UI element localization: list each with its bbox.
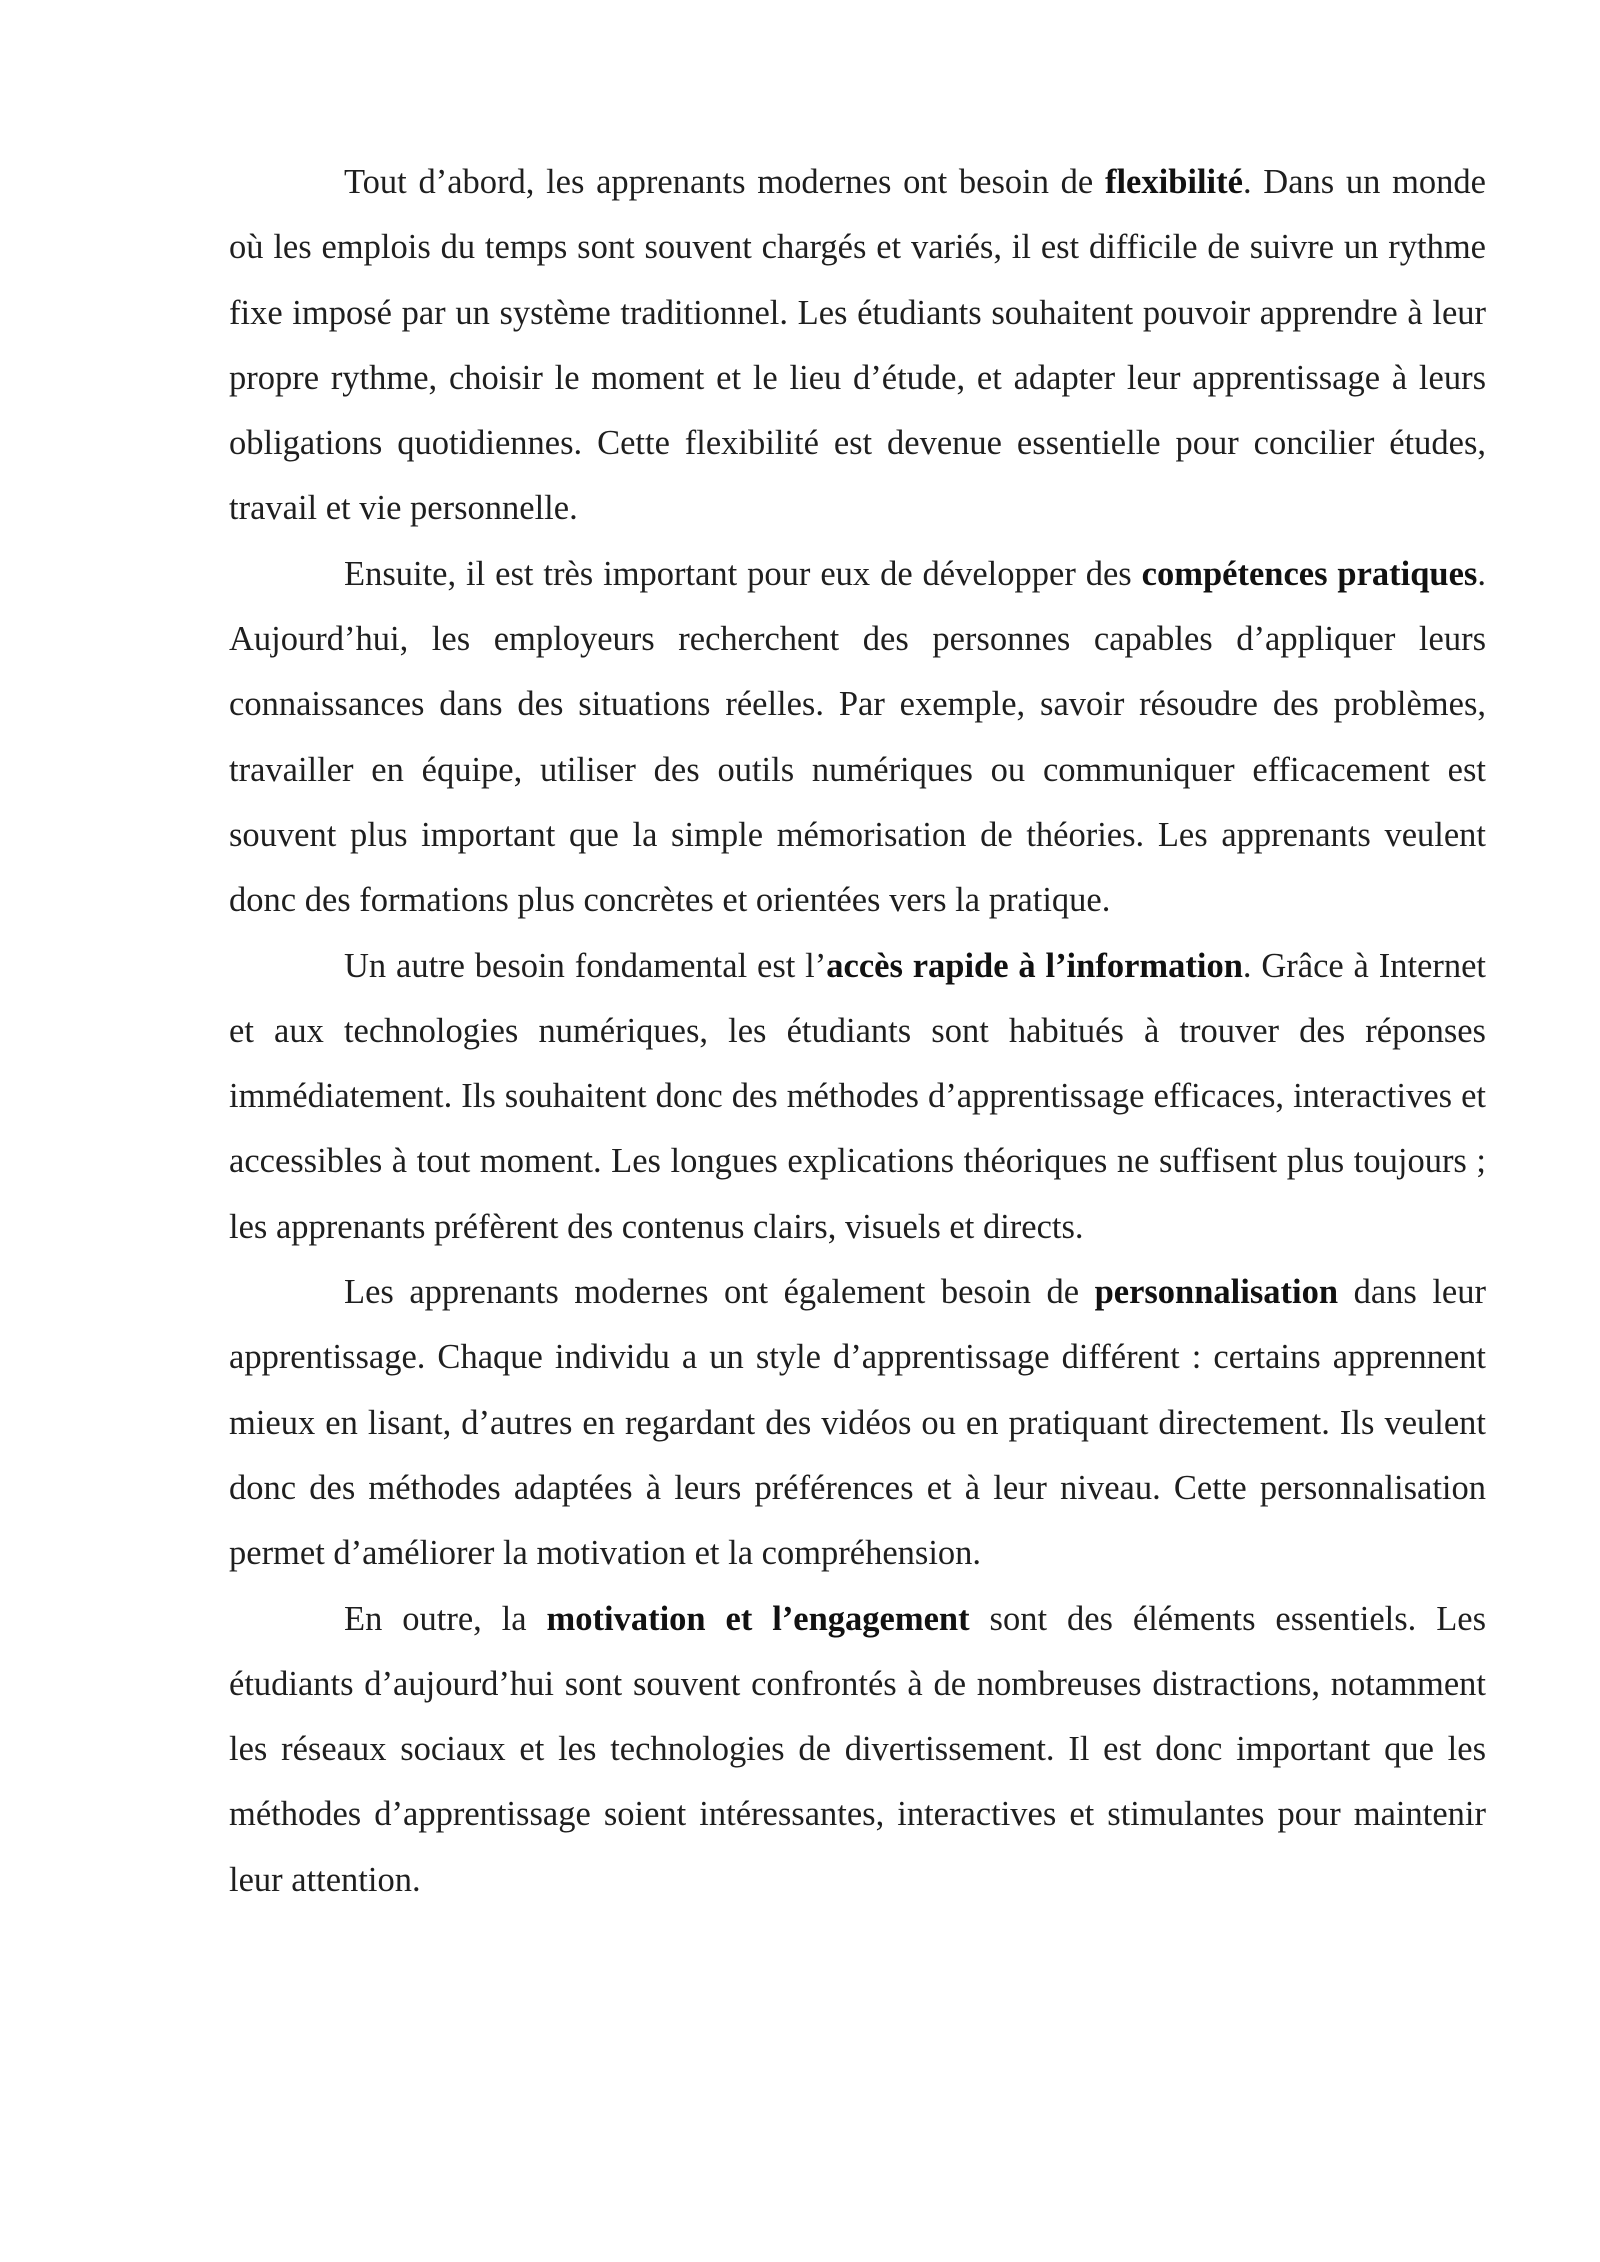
paragraph-flexibility [229,150,1486,542]
paragraph-motivation [229,1587,1486,1913]
paragraph-text: . Aujourd’hui, les employeurs recherchent des personnes capables d’appliquer leurs connaissances dans des situations réelles. Par exemple, savoir résoudre des problèmes, travailler en équipe, utiliser des outils numériques ou communiquer efficacement est souvent plus important que la simple mémorisation de théories. Les apprenants veulent donc des formations plus concrètes et orientées vers la pratique. [229,554,1486,920]
bold-keyword: accès rapide à l’information [826,946,1243,985]
paragraph-personalisation [229,1260,1486,1586]
paragraph-text: . Grâce à Internet et aux technologies numériques, les étudiants sont habitués à trouver des réponses immédiatement. Ils souhaitent donc des méthodes d’apprentissage efficaces, interactives et accessibles à tout moment. Les longues explications théoriques ne suffisent plus toujours ; les apprenants préfèrent des contenus clairs, visuels et directs. [229,946,1486,1246]
paragraph-text: Les apprenants modernes ont également besoin de [344,1273,1095,1312]
paragraph-text: sont des éléments essentiels. Les étudiants d’aujourd’hui sont souvent confrontés à de nombreuses distractions, notamment les réseaux sociaux et les technologies de divertissement. Il est donc important que les méthodes d’apprentissage soient intéressantes, interactives et stimulantes pour maintenir leur attention. [229,1599,1487,1899]
bold-keyword: motivation et l’engagement [546,1599,970,1638]
bold-keyword: compétences pratiques [1141,554,1478,593]
bold-keyword: personnalisation [1094,1273,1339,1312]
paragraph-text: Un autre besoin fondamental est l’ [344,946,827,985]
bold-keyword: flexibilité [1104,163,1243,201]
paragraph-text: dans leur apprentissage. Chaque individu a un style d’apprentissage différent : certains apprennent mieux en lisant, d’autres en regardant des vidéos ou en pratiquant directement. Ils veulent donc des méthodes adaptées à leurs préférences et à leur niveau. Cette personnalisation permet d’améliorer la motivation et la compréhension. [229,1273,1486,1573]
paragraph-text: En outre, la [344,1599,547,1638]
paragraph-text: Ensuite, il est très important pour eux de développer des [344,554,1142,593]
paragraph-information-access [229,934,1486,1260]
document-body [229,150,1486,1913]
paragraph-text: . Dans un monde où les emplois du temps sont souvent chargés et variés, il est difficile de suivre un rythme fixe imposé par un système traditionnel. Les étudiants souhaitent pouvoir apprendre à leur propre rythme, choisir le moment et le lieu d’étude, et adapter leur apprentissage à leurs obligations quotidiennes. Cette flexibilité est devenue essentielle pour concilier études, travail et vie personnelle. [229,163,1486,528]
paragraph-text: Tout d’abord, les apprenants modernes ont besoin de [344,163,1105,201]
paragraph-practical-skills [229,542,1486,934]
